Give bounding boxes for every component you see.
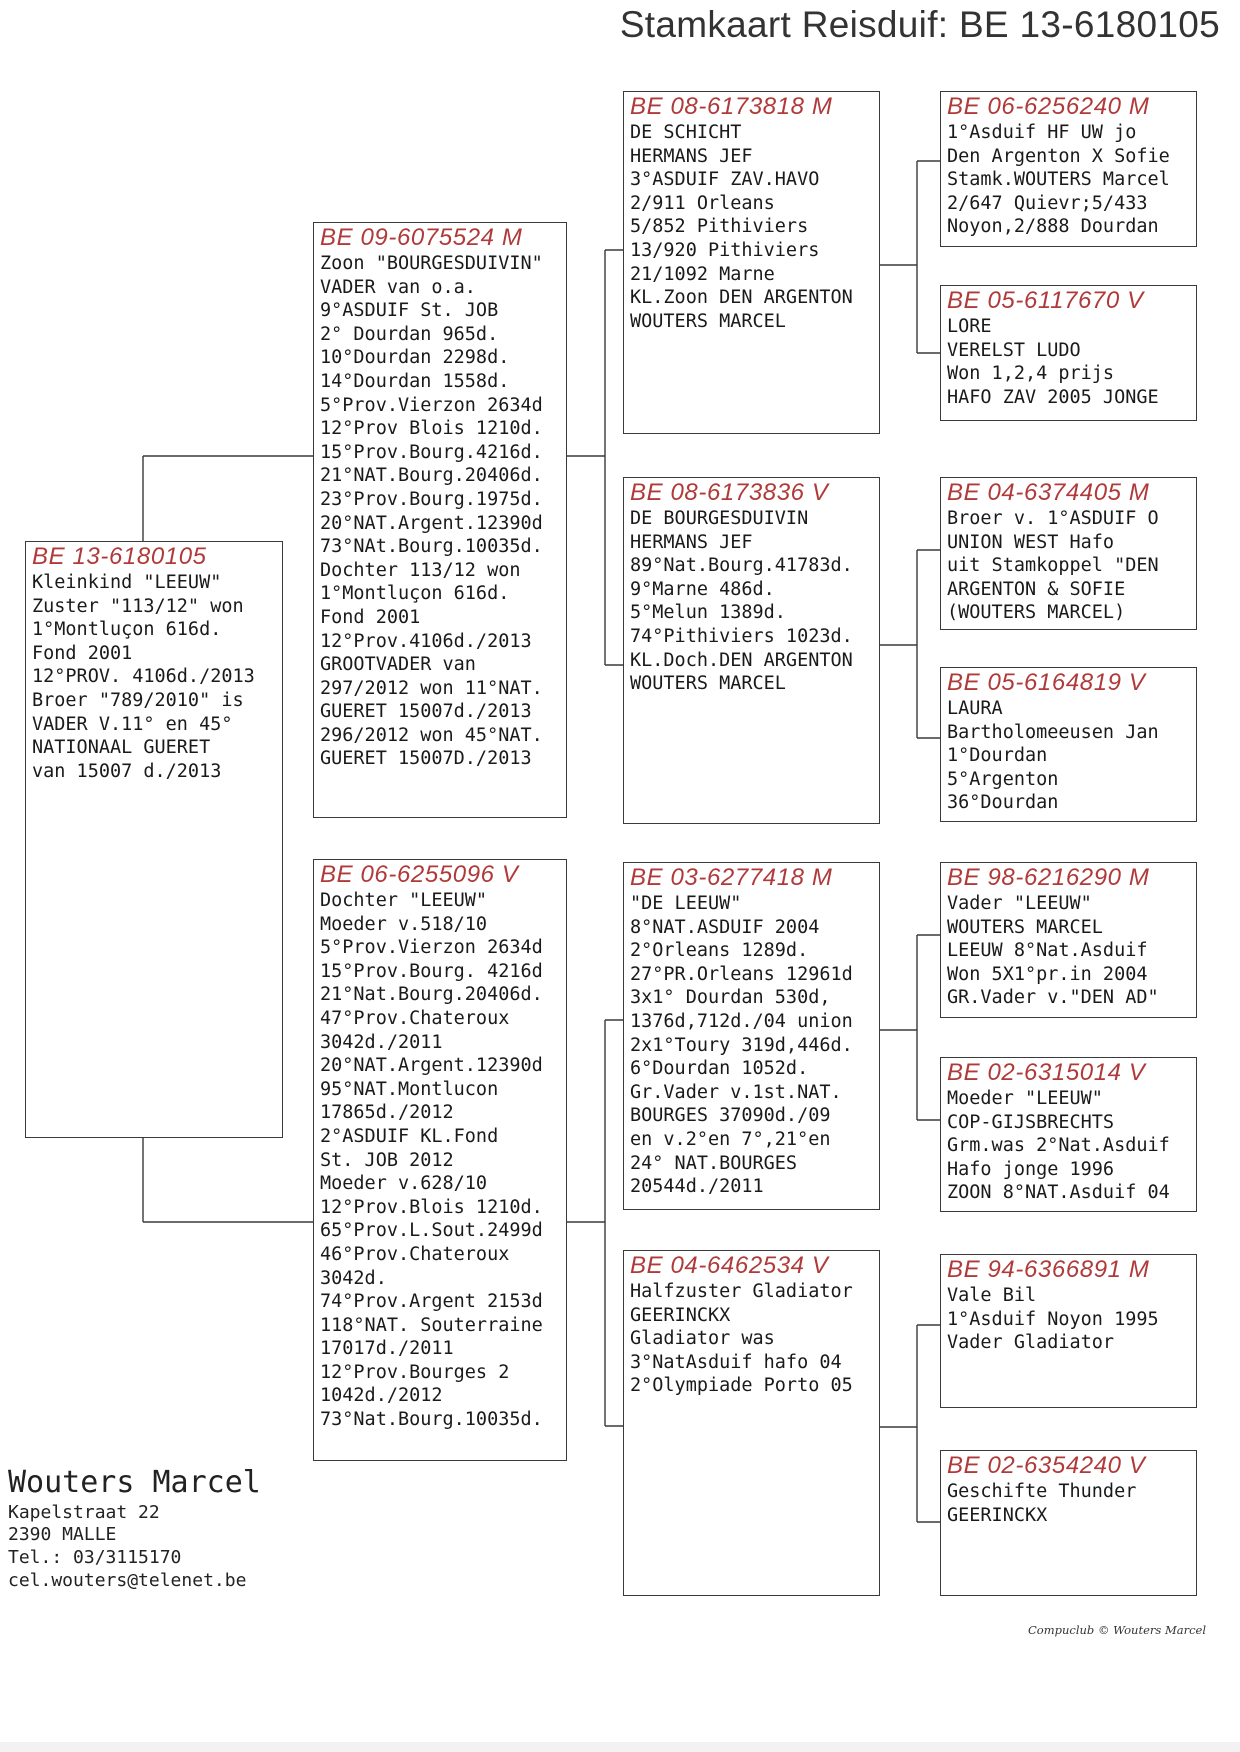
pedigree-line: GEERINCKX [630, 1304, 731, 1326]
pigeon-card-great-grandparent-8 [940, 1450, 1197, 1596]
ring-number: BE 03-6277418 M [630, 864, 833, 891]
pedigree-line: LORE [947, 316, 992, 337]
pedigree-line: Broer "789/2010" is [32, 689, 244, 711]
pedigree-line: 3042d. [320, 1267, 387, 1289]
pedigree-line: Bartholomeeusen Jan [947, 721, 1159, 743]
pedigree-line: 36°Dourdan [947, 792, 1059, 814]
pedigree-line: Halfzuster Gladiator [630, 1281, 853, 1302]
pedigree-line: HAFO ZAV 2005 JONGE [947, 386, 1159, 408]
pedigree-line: DE SCHICHT [630, 122, 742, 143]
pedigree-line: 14°Dourdan 1558d. [320, 370, 510, 392]
ring-number: BE 04-6374405 M [947, 479, 1150, 506]
ring-number: BE 02-6315014 V [947, 1059, 1146, 1086]
ring-number: BE 94-6366891 M [947, 1256, 1150, 1283]
pedigree-line: 2°Orleans 1289d. [630, 940, 809, 962]
pedigree-line: 118°NAT. Souterraine [320, 1314, 543, 1336]
pedigree-line: 89°Nat.Bourg.41783d. [630, 555, 853, 577]
pedigree-line: 15°Prov.Bourg. 4216d [320, 960, 543, 982]
pedigree-line: KL.Zoon DEN ARGENTON [630, 287, 853, 309]
owner-city: 2390 MALLE [8, 1524, 117, 1545]
pedigree-line: 3°ASDUIF ZAV.HAVO [630, 169, 820, 191]
pedigree-line: Stamk.WOUTERS Marcel [947, 169, 1170, 191]
pedigree-line: 2°Olympiade Porto 05 [630, 1375, 853, 1397]
pedigree-line: 3°NatAsduif hafo 04 [630, 1351, 842, 1373]
pedigree-line: 5°Melun 1389d. [630, 602, 786, 624]
pedigree-line: ZOON 8°NAT.Asduif 04 [947, 1182, 1170, 1204]
pedigree-line: Hafo jonge 1996 [947, 1158, 1115, 1180]
owner-email: cel.wouters@telenet.be [8, 1570, 247, 1591]
pedigree-line: 5°Prov.Vierzon 2634d [320, 937, 543, 959]
ring-number: BE 13-6180105 [32, 543, 207, 570]
page-title: Stamkaart Reisduif: BE 13-6180105 [619, 4, 1220, 45]
pigeon-card-mother [313, 859, 567, 1461]
pedigree-line: 12°Prov.4106d./2013 [320, 630, 532, 652]
pigeon-card-great-grandparent-5 [940, 862, 1197, 1018]
ring-number: BE 09-6075524 M [320, 224, 523, 251]
pedigree-line: 1°Asduif HF UW jo [947, 122, 1137, 143]
pedigree-line: HERMANS JEF [630, 145, 753, 167]
pedigree-line: 3042d./2011 [320, 1031, 443, 1053]
pedigree-line: Geschifte Thunder [947, 1481, 1137, 1502]
pedigree-line: 65°Prov.L.Sout.2499d [320, 1220, 543, 1242]
ring-number: BE 08-6173836 V [630, 479, 829, 506]
pedigree-line: 1°Montluçon 616d. [320, 583, 510, 605]
pedigree-line: 8°NAT.ASDUIF 2004 [630, 916, 820, 938]
pedigree-line: HERMANS JEF [630, 531, 753, 553]
pedigree-line: Won 1,2,4 prijs [947, 363, 1115, 385]
pedigree-line: WOUTERS MARCEL [947, 916, 1103, 938]
pedigree-line: Moeder "LEEUW" [947, 1088, 1103, 1109]
pedigree-line: VERELST LUDO [947, 339, 1081, 361]
pedigree-line: 12°Prov.Bourges 2 [320, 1361, 510, 1383]
pedigree-line: 3x1° Dourdan 530d, [630, 987, 831, 1009]
pedigree-line: WOUTERS MARCEL [630, 310, 786, 332]
pedigree-line: Fond 2001 [320, 606, 421, 628]
pedigree-line: 296/2012 won 45°NAT. [320, 724, 543, 746]
owner-name: Wouters Marcel [8, 1465, 261, 1500]
pedigree-line: 17017d./2011 [320, 1338, 454, 1360]
pedigree-line: 1042d./2012 [320, 1385, 443, 1407]
ring-number: BE 05-6117670 V [947, 287, 1144, 314]
pedigree-line: 95°NAT.Montlucon [320, 1078, 499, 1100]
pigeon-card-paternal-grandmother [623, 477, 880, 824]
pedigree-line: Vader "LEEUW" [947, 893, 1092, 914]
pedigree-line: GEERINCKX [947, 1504, 1048, 1526]
pedigree-line: (WOUTERS MARCEL) [947, 602, 1126, 624]
pedigree-line: 1376d,712d./04 union [630, 1010, 853, 1032]
pedigree-line: GUERET 15007d./2013 [320, 701, 532, 723]
pigeon-card-paternal-grandfather [623, 91, 880, 434]
pedigree-line: GUERET 15007D./2013 [320, 748, 532, 770]
pedigree-line: Dochter "LEEUW" [320, 890, 488, 911]
pigeon-card-great-grandparent-7 [940, 1254, 1197, 1408]
pedigree-line: 24° NAT.BOURGES [630, 1152, 798, 1174]
pedigree-line: 21°Nat.Bourg.20406d. [320, 984, 543, 1006]
pedigree-line: 27°PR.Orleans 12961d [630, 963, 853, 985]
ring-number: BE 98-6216290 M [947, 864, 1150, 891]
pigeon-card-maternal-grandmother [623, 1250, 880, 1596]
ring-number: BE 02-6354240 V [947, 1452, 1146, 1479]
pedigree-line: Moeder v.518/10 [320, 913, 488, 935]
pedigree-line: 2°ASDUIF KL.Fond [320, 1125, 499, 1147]
owner-street: Kapelstraat 22 [8, 1502, 160, 1523]
pedigree-line: VADER V.11° en 45° [32, 713, 233, 735]
pedigree-line: Dochter 113/12 won [320, 559, 521, 581]
ring-number: BE 08-6173818 M [630, 93, 833, 120]
pedigree-line: 5°Argenton [947, 768, 1059, 790]
ring-number: BE 06-6255096 V [320, 861, 519, 888]
pedigree-line: 10°Dourdan 2298d. [320, 347, 510, 369]
pedigree-line: Kleinkind "LEEUW" [32, 572, 222, 593]
scan-bottom-edge [0, 1742, 1240, 1752]
pedigree-line: Zuster "113/12" won [32, 595, 244, 617]
pigeon-card-maternal-grandfather [623, 862, 880, 1210]
pedigree-line: 73°NAt.Bourg.10035d. [320, 536, 543, 558]
pedigree-line: 13/920 Pithiviers [630, 239, 820, 261]
pedigree-line: 74°Pithiviers 1023d. [630, 625, 853, 647]
pigeon-card-great-grandparent-6 [940, 1057, 1197, 1212]
pedigree-line: 21/1092 Marne [630, 263, 775, 285]
pedigree-line: 20°NAT.Argent.12390d [320, 1055, 543, 1077]
pedigree-line: Vale Bil [947, 1285, 1037, 1306]
pedigree-line: LAURA [947, 698, 1003, 719]
pedigree-line: Gr.Vader v.1st.NAT. [630, 1081, 842, 1103]
pedigree-line: 1°Montluçon 616d. [32, 619, 222, 641]
pedigree-line: 1°Asduif Noyon 1995 [947, 1308, 1159, 1330]
pedigree-line: VADER van o.a. [320, 276, 476, 298]
pedigree-line: 47°Prov.Chateroux [320, 1007, 510, 1029]
pedigree-line: LEEUW 8°Nat.Asduif [947, 940, 1148, 962]
pedigree-line: Grm.was 2°Nat.Asduif [947, 1135, 1170, 1157]
pigeon-card-father [313, 222, 567, 818]
pedigree-line: 2x1°Toury 319d,446d. [630, 1034, 853, 1056]
pedigree-line: COP-GIJSBRECHTS [947, 1111, 1115, 1133]
software-credit: Compuclub © Wouters Marcel [1028, 1623, 1206, 1637]
pedigree-line: 20°NAT.Argent.12390d [320, 512, 543, 534]
pedigree-line: KL.Doch.DEN ARGENTON [630, 649, 853, 671]
pedigree-line: Broer v. 1°ASDUIF O [947, 508, 1159, 529]
pedigree-line: en v.2°en 7°,21°en [630, 1128, 831, 1150]
pedigree-line: 1°Dourdan [947, 745, 1048, 767]
owner-phone: Tel.: 03/3115170 [8, 1547, 182, 1568]
pedigree-line: DE BOURGESDUIVIN [630, 508, 809, 529]
pedigree-line: "DE LEEUW" [630, 893, 742, 914]
pedigree-line: UNION WEST Hafo [947, 531, 1115, 553]
ring-number: BE 06-6256240 M [947, 93, 1150, 120]
pedigree-line: WOUTERS MARCEL [630, 673, 786, 695]
pigeon-card-great-grandparent-4 [940, 667, 1197, 822]
pedigree-line: 15°Prov.Bourg.4216d. [320, 441, 543, 463]
pedigree-line: 2/911 Orleans [630, 192, 775, 214]
pedigree-line: 12°Prov.Blois 1210d. [320, 1196, 543, 1218]
pedigree-line: 74°Prov.Argent 2153d [320, 1291, 543, 1313]
pedigree-line: Gladiator was [630, 1328, 775, 1350]
pedigree-line: 2/647 Quievr;5/433 [947, 192, 1148, 214]
pedigree-line: 6°Dourdan 1052d. [630, 1058, 809, 1080]
pigeon-card-self [25, 541, 283, 1138]
pedigree-line: 12°Prov Blois 1210d. [320, 418, 543, 440]
pedigree-line: Zoon "BOURGESDUIVIN" [320, 253, 543, 274]
pedigree-line: BOURGES 37090d./09 [630, 1105, 831, 1127]
ring-number: BE 04-6462534 V [630, 1252, 829, 1279]
pedigree-line: St. JOB 2012 [320, 1149, 454, 1171]
pedigree-line: 73°Nat.Bourg.10035d. [320, 1409, 543, 1431]
pedigree-line: NATIONAAL GUERET [32, 737, 211, 759]
pedigree-line: Won 5X1°pr.in 2004 [947, 963, 1148, 985]
pedigree-line: 20544d./2011 [630, 1176, 764, 1198]
pedigree-line: 5°Prov.Vierzon 2634d [320, 394, 543, 416]
pedigree-line: Vader Gladiator [947, 1332, 1115, 1354]
pedigree-line: Moeder v.628/10 [320, 1173, 488, 1195]
pedigree-line: ARGENTON & SOFIE [947, 578, 1126, 600]
pedigree-line: van 15007 d./2013 [32, 760, 222, 782]
pigeon-card-great-grandparent-2 [940, 285, 1197, 421]
pedigree-line: Fond 2001 [32, 642, 133, 664]
pedigree-line: uit Stamkoppel "DEN [947, 555, 1159, 577]
pedigree-line: 23°Prov.Bourg.1975d. [320, 488, 543, 510]
pedigree-line: Den Argenton X Sofie [947, 145, 1170, 167]
pedigree-line: 9°ASDUIF St. JOB [320, 300, 499, 322]
pedigree-line: 46°Prov.Chateroux [320, 1243, 510, 1265]
pedigree-line: Noyon,2/888 Dourdan [947, 216, 1159, 238]
pedigree-line: 17865d./2012 [320, 1102, 454, 1124]
pedigree-line: 2° Dourdan 965d. [320, 323, 499, 345]
pigeon-card-great-grandparent-3 [940, 477, 1197, 630]
pedigree-line: 12°PROV. 4106d./2013 [32, 666, 255, 688]
pedigree-line: 9°Marne 486d. [630, 578, 775, 600]
pigeon-card-great-grandparent-1 [940, 91, 1197, 247]
ring-number: BE 05-6164819 V [947, 669, 1146, 696]
pedigree-line: 21°NAT.Bourg.20406d. [320, 465, 543, 487]
pedigree-line: 5/852 Pithiviers [630, 216, 809, 238]
pedigree-line: GR.Vader v."DEN AD" [947, 987, 1159, 1009]
pedigree-line: GROOTVADER van [320, 654, 476, 676]
pedigree-line: 297/2012 won 11°NAT. [320, 677, 543, 699]
